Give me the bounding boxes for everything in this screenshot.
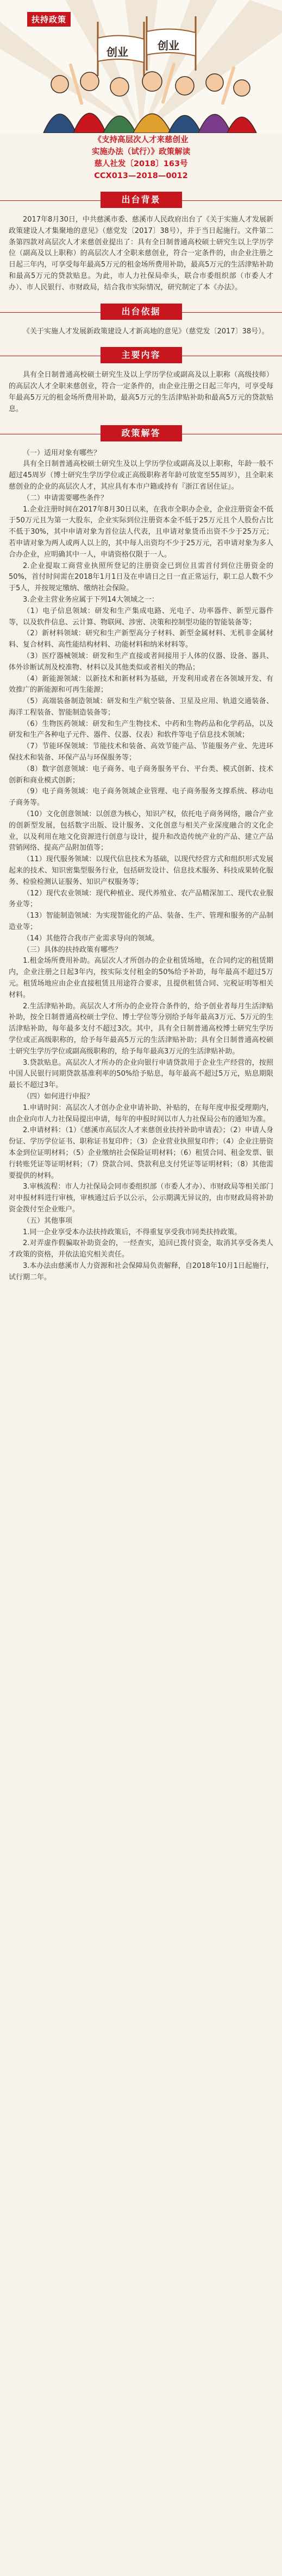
paragraph: （6）生物医药领域：研发和生产生物技术、中药和生物药品和化学药品，以及研发和生产各种电子元件、器件、仪器、仪表）和软件等电子信息技术领域； — [9, 719, 273, 740]
paragraph: 具有全日制普通高校硕士研究生及以上学历学位或副高及以上职称，年龄一般不超过45周岁（博士研究生学历学位或正高级职称者年龄可放宽至55周岁），且全职来慈创业的企业的高层次人才，其应具有本市户籍或持有『浙江省居住证』。 — [9, 460, 273, 491]
doc-title-line-2: 实施办法（试行）》政策解读 — [91, 148, 191, 156]
section-body-basis — [0, 326, 282, 338]
paragraph: 2017年8月30日，中共慈溪市委、慈溪市人民政府出台了《关于实施人才发展新政策建设人才集聚地的意见》（慈党发〔2017〕38号），并于当日起施行。文件第二条第四款对高层次人才来慈创业提出了：具有全日制普通高校硕士研究生以上学历学位（副高及以上职称）的高层次人才全职来慈创业，符合一定条件的，由企业注册之日起三年内，可享受每年最高5万元的租金场所费用补助，最高5万元的生活津贴补助和最高5万元的贷款贴息。为此，市人力社保局牵头，联合市委组织部（市委人才办）、市人民银行、市财政局，结合我市实际情况，研究制定了本《办法》。 — [9, 216, 273, 292]
hero-banner — [0, 0, 282, 133]
paragraph: 3.企业主营业务应属于下列14大领域之一： — [23, 595, 159, 604]
paragraph: （四）如何进行申报？ — [23, 1092, 94, 1101]
paragraph: 2.生活津贴补助。高层次人才所办的企业符合条件的，给予创业者每月生活津贴补助，按全日制普通高校硕士学位、博士学位等分别给予每年最高3万元、5万元的生活津贴补助，每年最多支付不超过3次。其中，具有全日制普通高校博士研究生学历学位或正高级职称的，给予每年最高5万元的生活津贴补助；具有全日制普通高校硕士研究生学历学位或副高级职称的，给予每年最高3万元的生活津贴补助。 — [9, 1002, 273, 1056]
section-title: 出台依据 — [101, 304, 182, 320]
paragraph: （2）新材料领域：研究和生产新型高分子材料、新型金属材料、无机非金属材料、复合材料、高性能结构材料、功能材料和纳米材料等。 — [9, 629, 273, 649]
paragraph: （五）其他事项 — [23, 1216, 73, 1225]
section-body-qa — [0, 448, 282, 1284]
paragraph: 2.申请材料：（1）《慈溪市高层次人才来慈创业扶持补助申请表》；（2）申请人身份证、学历学位证书、职称证书复印件；（3）企业营业执照复印件；（4）企业注册资本金到位证明材料；（5）企业缴纳社会保险证明材料；（6）租赁合同、租金发票、银行转账凭证等证明材料；（7）贷款合同、贷款利息支付凭证等证明材料；（8）其他需要提供的材料。 — [9, 1126, 273, 1180]
section-title: 出台背景 — [101, 192, 182, 208]
section-header-qa — [0, 423, 282, 441]
paragraph: （12）现代农业领域：现代种植业、现代养殖业、农产品精深加工、现代农业服务业等； — [9, 889, 273, 909]
paragraph: （二）申请需要哪些条件？ — [23, 494, 108, 502]
paragraph: （10）文化创意领域：以创意为核心，知识产权，依托电子商务网络，融合产业的创新型发展，包括数字出版、设计服务、文化创意与相关产业深度融合的文化企业，以及利用在地文化资源进行创意与设计，提升和改造传统产业的产品、建立产品营销网络、提高产品附加值等； — [9, 810, 273, 853]
paragraph: 《关于实施人才发展新政策建设人才新高地的意见》（慈党发〔2017〕38号）。 — [23, 327, 269, 336]
section-header-basis — [0, 301, 282, 320]
section-title: 政策解答 — [101, 425, 182, 441]
section-header-content — [0, 345, 282, 363]
document-header — [0, 133, 282, 182]
paragraph: （14）其他符合我市产业需求导向的领域。 — [23, 934, 159, 943]
paragraph: 3.本办法由慈溪市人力资源和社会保障局负责解释，自2018年10月1日起施行，试行期二年。 — [9, 1261, 273, 1281]
banner-text-2: 创业 — [158, 39, 179, 52]
paragraph: （4）新能源领域：以新技术和新材料为基础，开发利用或者在各领域开发、有效推广的新能源和可再生能源； — [9, 674, 273, 694]
paragraph: 3.贷款贴息。高层次人才所办的企业向银行申请贷款用于企业生产经营的，按照中国人民银行同期贷款基准利率的50%给予贴息，每年最高不超过5万元，贴息期限最长不超过3年。 — [9, 1058, 273, 1090]
section-body-content — [0, 370, 282, 415]
policy-tag: 扶持政策 — [27, 12, 71, 27]
paragraph: 1.企业注册时间在2017年8月30日以来，在我市全职办企业，企业注册资金不低于50万元且为第一大股东，企业实际到位注册资本金不低于25万元且个人股份占比不低于30%，其中申请对象为首位法人代表，且申请对象货币出资不少于25万元；若申请对象为两人或两人以上的，其中每人出资均不少于25万元，若申请对象为多人合办企业，应明确其中一人，申请资格仅限于一人。 — [9, 505, 273, 559]
section-header-background — [0, 190, 282, 208]
section-title: 主要内容 — [101, 347, 182, 363]
paragraph: （3）医疗器械领域：研发和生产直接或者间接用于人体的仪器、设备、器具、体外诊断试剂及校准物、材料以及其他类似或者相关的物品； — [9, 652, 273, 672]
paragraph: （一）适用对象有哪些？ — [23, 449, 101, 457]
paragraph: 2.对弄虚作假骗取补助资金的，一经查实，追回已拨付资金，取消其享受各类人才政策的资格，并依法追究相关责任。 — [9, 1239, 273, 1259]
paragraph: （5）高端装备制造领域：研发和生产航空装备、卫星及应用、轨道交通装备、海洋工程装备、智能制造装备等； — [9, 697, 273, 717]
paragraph: 具有全日制普通高校硕士研究生及以上学历学位或副高及以上职称（高级技师）的高层次人才全职来慈创业，符合一定条件的，由企业注册之日起三年内，可享受每年最高5万元的租金场所费用补助，最高5万元的生活津贴补助和最高5万元的贷款贴息。 — [9, 371, 273, 413]
paragraph: （11）现代服务领域：以现代信息技术为基础，以现代经营方式和组织形式发展起来的技术、知识密集型服务行业，包括研发设计、信息技术服务、科技成果转化服务、检验检测认证服务、知识产权服务等； — [9, 855, 273, 886]
doc-registration-number: CCX013—2018—0012 — [94, 172, 188, 180]
paragraph: 2.企业提取工商营业执照所登记的注册资金已到位且需首付到位注册资金的50%，首付时间需在2018年1月1日及在申请日之日一直正常运行，职工总人数不少于5人，并按规定缴纳、缴纳社会保险。 — [9, 561, 273, 593]
paragraph: （9）电子商务领域：电子商务领域企业管理、电子商务服务支撑系统、移动电子商务等。 — [9, 787, 273, 807]
paragraph: 3.审核流程：市人力社保局会同市委组织部（市委人才办）、市财政局等相关部门对申报材料进行审核，审核通过后予以公示，公示期满无异议的，由市财政局将补助资金拨付至企业账户。 — [9, 1183, 273, 1214]
paragraph: 1.申请时间：高层次人才创办企业申请补助、补贴的，在每年度申报受理期内，由企业向市人力社保局提出申请，每年的申报时间以市人力社保局公布的通知为准。 — [9, 1103, 273, 1123]
paragraph: 1.租金场所费用补助。高层次人才所创办的企业租赁场地，在合同约定的租赁期内，企业注册之日起3年内，按实际支付租金的50%给予补助，每年最高不超过5万元。租赁场地应由企业直接租赁且用途符合要求，且提供租赁合同、完税证明等相关材料。 — [9, 957, 273, 999]
banner-text-1: 创业 — [106, 46, 128, 59]
paragraph: （1）电子信息领域：研发和生产集成电路、光电子、功率器件、新型元器件等，以及软件信息、云计算、物联网、涉密、决策和控制型功能的智能装备等； — [9, 607, 273, 627]
section-body-background — [0, 214, 282, 294]
paragraph: （13）智能制造领域：为实现智能化的产品、装备、生产、管理和服务的产品制造业等； — [9, 912, 273, 932]
paragraph: 1.同一企业享受本办法扶持政策后，不得重复享受我市同类扶持政策。 — [23, 1228, 242, 1236]
paragraph: （三）具体的扶持政策有哪些？ — [23, 945, 122, 954]
doc-title-line-1: 《支持高层次人才来慈创业 — [93, 136, 189, 144]
doc-number: 慈人社发〔2018〕163号 — [94, 160, 188, 168]
paragraph: （8）数字创意领域：电子商务、电子商务服务平台、平台类、模式创新、技术创新和商业模式创新； — [9, 765, 273, 785]
paragraph: （7）节能环保领域：节能技术和装备、高效节能产品、节能服务产业、先进环保技术和装备、环保产品与环保服务等； — [9, 742, 273, 762]
